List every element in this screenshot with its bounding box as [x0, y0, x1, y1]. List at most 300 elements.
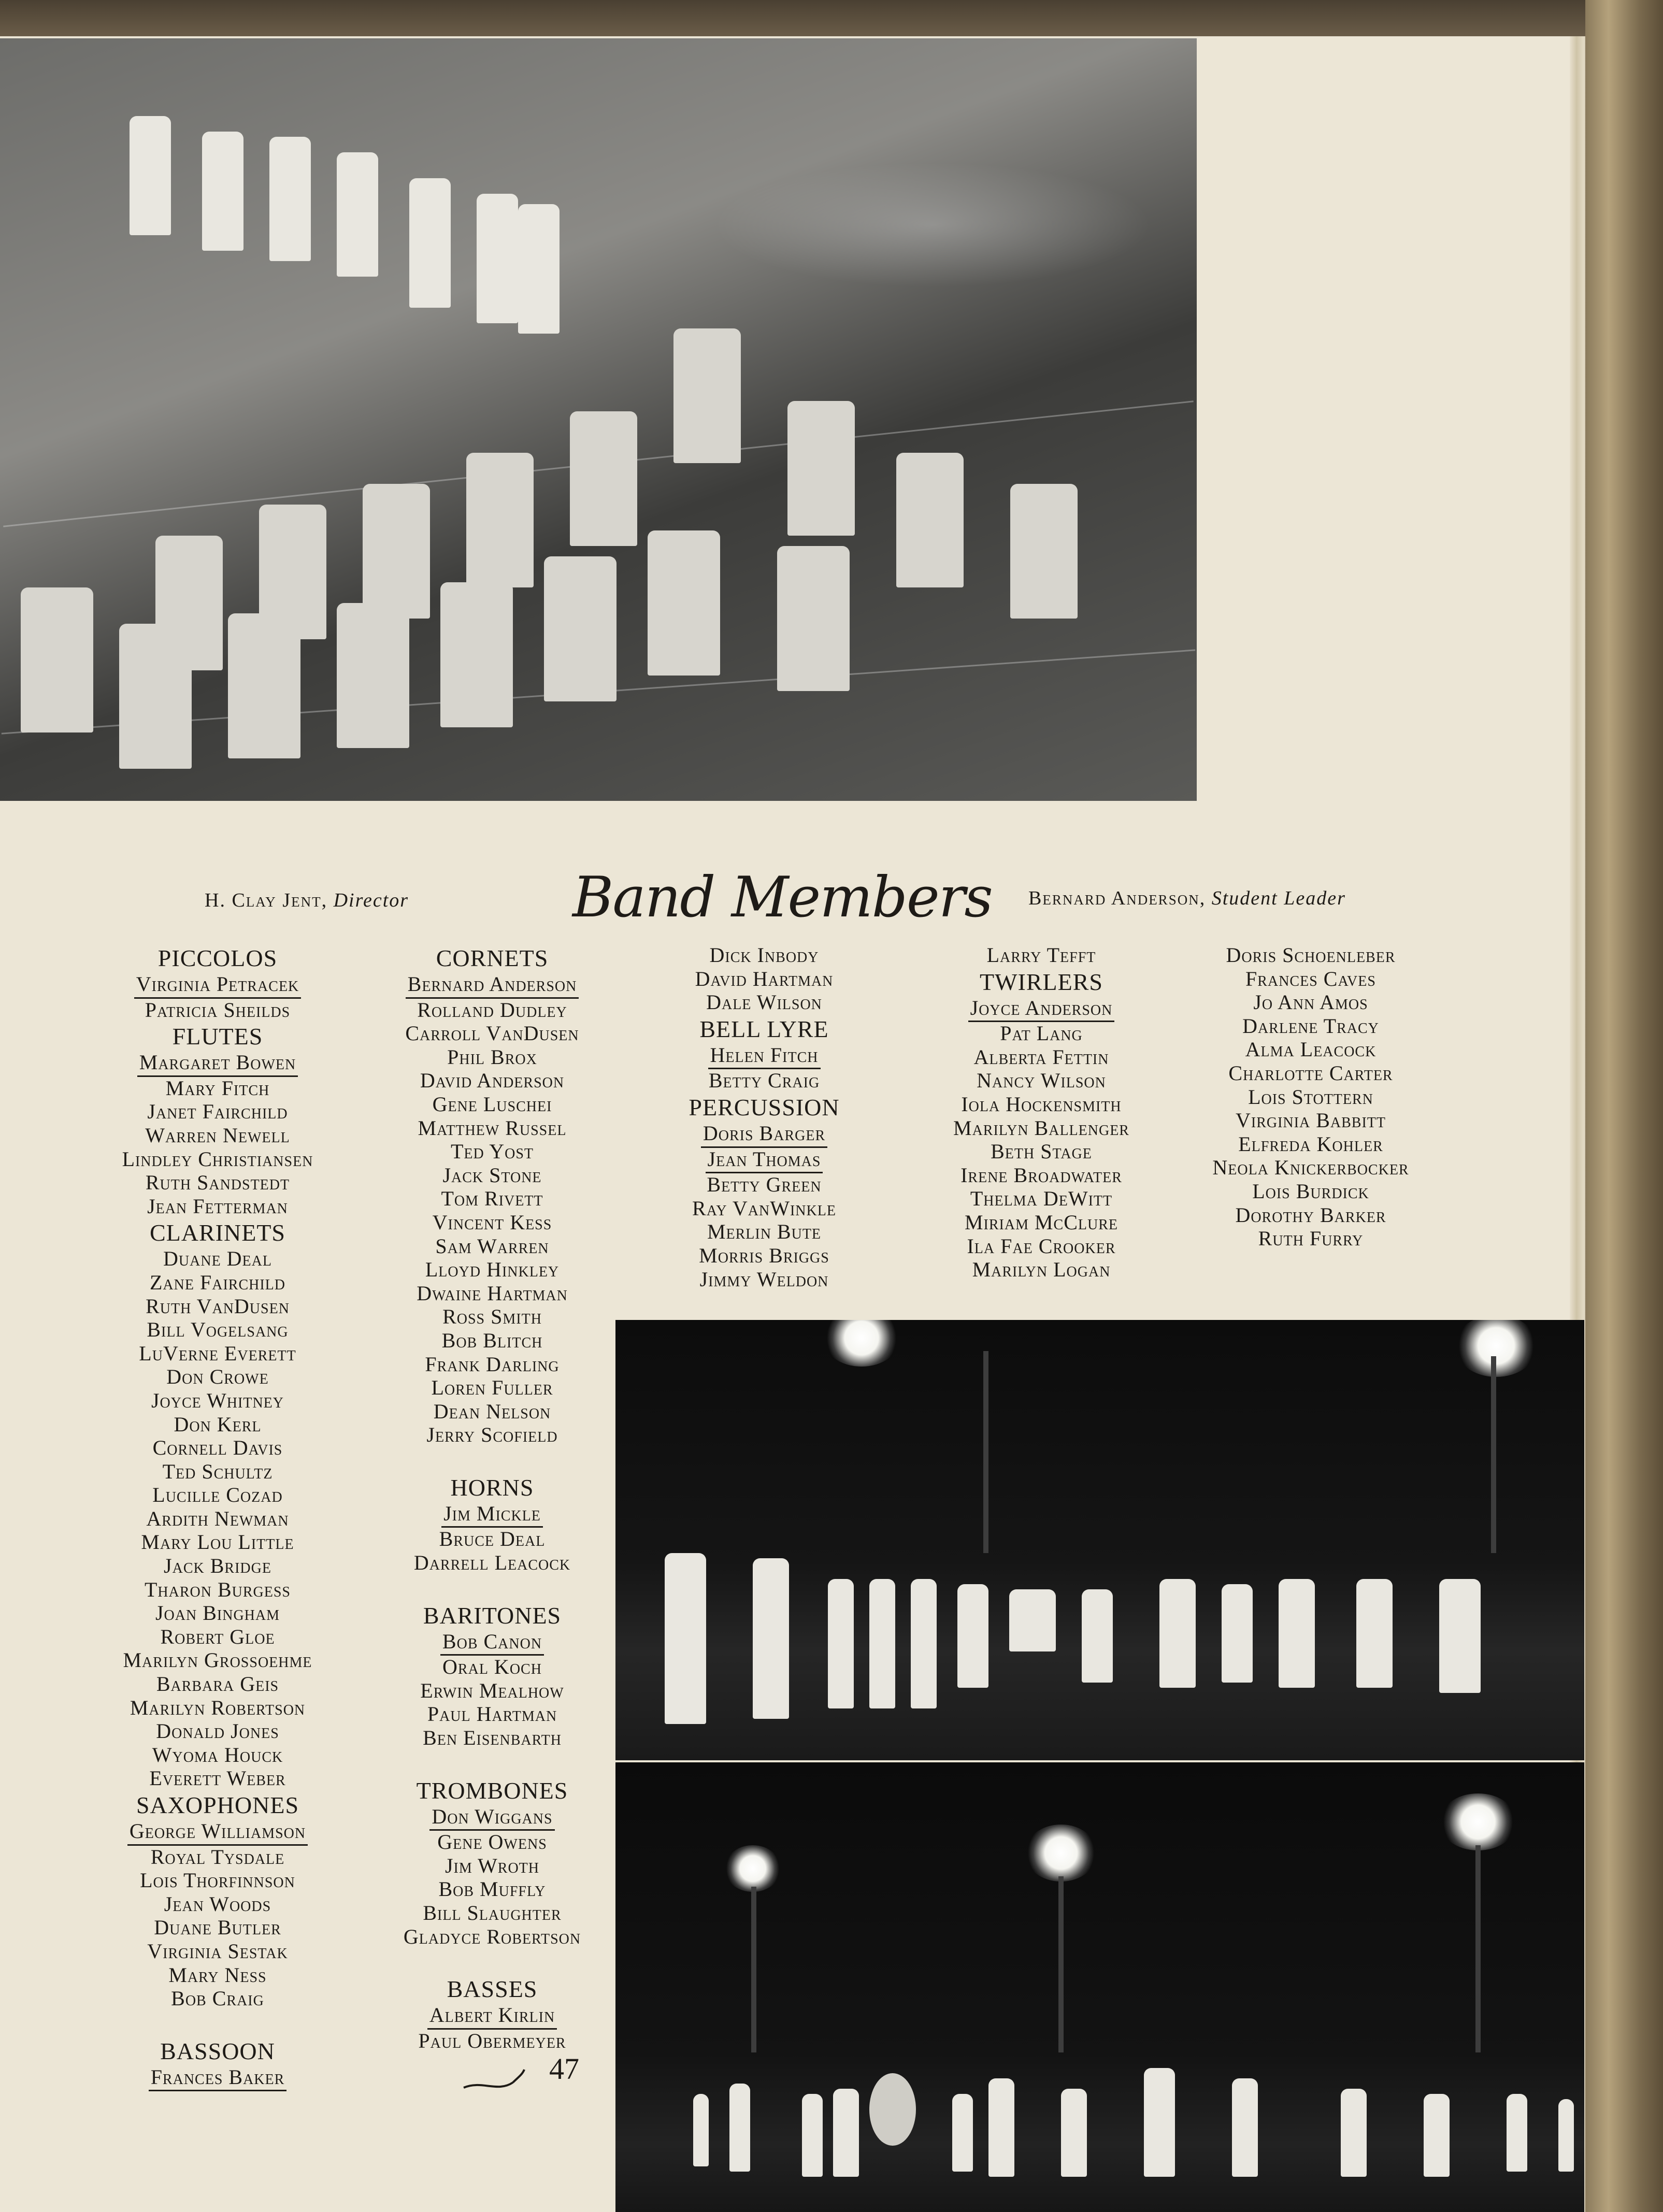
marching-figure [988, 2078, 1014, 2177]
member-row [650, 944, 878, 968]
member-name: Bob Canon [440, 1630, 544, 1656]
member-row [378, 1282, 606, 1306]
member-row [1186, 1180, 1435, 1204]
page-number: 47 [549, 2052, 579, 2086]
twirler-figure [337, 152, 378, 277]
member-row [1186, 1062, 1435, 1086]
member-row [104, 1318, 332, 1342]
member-name: Dale Wilson [706, 990, 822, 1014]
roster-section [378, 1750, 606, 1949]
member-name: Dwaine Hartman [417, 1281, 568, 1305]
seated-musician [896, 453, 964, 587]
twirler-figure [409, 178, 451, 308]
member-row [1186, 1086, 1435, 1110]
member-name: Lois Stottern [1248, 1085, 1373, 1109]
member-name: Don Kerl [174, 1412, 262, 1436]
member-name: Betty Craig [708, 1069, 820, 1093]
member-name: Elfreda Kohler [1238, 1132, 1383, 1156]
member-row [378, 1528, 606, 1552]
member-name: Barbara Geis [156, 1672, 279, 1696]
member-row [378, 1258, 606, 1282]
member-row [378, 1703, 606, 1727]
stadium-light [1455, 1320, 1538, 1377]
member-row [104, 1720, 332, 1744]
member-name: Jean Fetterman [147, 1194, 288, 1218]
member-name: Janet Fairchild [147, 1100, 288, 1124]
section-heading: CLARINETS [150, 1219, 285, 1246]
member-name: Doris Barger [701, 1122, 827, 1148]
seated-musician [777, 546, 850, 691]
member-name: Frances Baker [149, 2066, 287, 2092]
member-row [104, 1460, 332, 1484]
section-heading: TROMBONES [416, 1777, 568, 1804]
member-row [378, 1164, 606, 1188]
member-name: Don Crowe [166, 1365, 269, 1389]
roster-column-2 [378, 944, 606, 2053]
band-night-field-photo-2 [615, 1762, 1584, 2212]
member-row [104, 1916, 332, 1940]
roster-section [1186, 944, 1435, 1251]
member-row [104, 1649, 332, 1673]
member-row [378, 1353, 606, 1377]
twirler-figure [1439, 1579, 1481, 1693]
member-row [104, 1124, 332, 1148]
member-row [1186, 1015, 1435, 1039]
member-row [1186, 1133, 1435, 1157]
member-row [927, 1164, 1155, 1188]
member-name: Marilyn Logan [972, 1258, 1111, 1282]
member-row [927, 1211, 1155, 1235]
twirler-figure [202, 132, 243, 251]
folio-ornament [461, 2064, 554, 2101]
member-row [927, 1022, 1155, 1046]
member-row [104, 1342, 332, 1366]
twirler-figure [130, 116, 171, 235]
section-gap [378, 1575, 606, 1601]
member-name: Virginia Sestak [147, 1939, 288, 1963]
book-top-edge [0, 0, 1663, 36]
section-heading: TWIRLERS [980, 968, 1103, 995]
seated-musician [570, 411, 637, 546]
member-name: Phil Brox [447, 1045, 537, 1069]
member-row [927, 1093, 1155, 1117]
member-row [927, 1140, 1155, 1164]
twirler-figure [477, 194, 518, 323]
member-name: Frank Darling [425, 1352, 560, 1376]
member-name: Margaret Bowen [137, 1051, 298, 1077]
member-name: Marilyn Grossoehme [123, 1648, 312, 1672]
member-row [104, 1869, 332, 1893]
member-name: Oral Koch [442, 1655, 542, 1679]
member-name: Alberta Fettin [973, 1045, 1109, 1069]
member-name: Lucille Cozad [152, 1483, 283, 1507]
member-row [378, 1656, 606, 1679]
roster-section [378, 1575, 606, 1750]
marching-figure [911, 1579, 937, 1708]
member-name: Everett Weber [149, 1766, 286, 1790]
member-name: Virginia Petracek [134, 973, 302, 999]
member-name: Ted Schultz [162, 1459, 273, 1483]
member-name: Lois Thorfinnson [140, 1869, 295, 1892]
member-row [104, 1964, 332, 1988]
member-name: Jo Ann Amos [1253, 990, 1368, 1014]
roster-section [378, 944, 606, 1447]
member-name: Carroll VanDusen [405, 1022, 579, 1045]
member-name: Jean Thomas [706, 1148, 823, 1174]
section-heading: HORNS [450, 1474, 534, 1501]
member-name: Morris Briggs [699, 1243, 829, 1267]
director-role: Director [333, 889, 409, 911]
member-name: Frances Caves [1245, 967, 1376, 990]
section-heading: BELL LYRE [699, 1015, 829, 1042]
seated-musician [363, 484, 430, 619]
member-row [378, 2030, 606, 2053]
member-name: Helen Fitch [708, 1044, 821, 1070]
marching-figure [952, 2094, 973, 2172]
member-row [378, 1187, 606, 1211]
member-name: Darrell Leacock [413, 1551, 571, 1575]
member-row [378, 1329, 606, 1353]
member-name: Joyce Anderson [968, 997, 1115, 1023]
roster-column-4 [927, 944, 1155, 1282]
member-name: Donald Jones [156, 1719, 279, 1743]
member-name: Ben Eisenbarth [423, 1726, 562, 1750]
section-gap [378, 1949, 606, 1975]
member-row [1186, 1156, 1435, 1180]
member-name: Nancy Wilson [977, 1069, 1106, 1093]
member-name: Bob Blitch [441, 1328, 543, 1352]
member-row [378, 1400, 606, 1424]
member-name: Charlotte Carter [1228, 1061, 1393, 1085]
member-name: Larry Tefft [986, 943, 1096, 967]
twirler-figure [269, 137, 311, 261]
member-row [104, 1437, 332, 1460]
member-row [104, 1484, 332, 1507]
member-row [378, 1805, 606, 1831]
member-name: David Hartman [695, 967, 834, 990]
member-row [1186, 944, 1435, 968]
member-row [104, 1100, 332, 1124]
marching-figure [802, 2094, 823, 2177]
member-row [650, 1197, 878, 1221]
section-heading: SAXOPHONES [136, 1792, 299, 1818]
member-row [650, 968, 878, 992]
member-name: Paul Hartman [427, 1702, 557, 1726]
leader-role: Student Leader [1211, 887, 1346, 909]
member-name: Miriam McClure [964, 1210, 1119, 1234]
twirler-figure [518, 204, 560, 334]
twirler-figure [1279, 1579, 1315, 1688]
twirler-figure [1222, 1584, 1253, 1683]
section-heading: FLUTES [172, 1023, 263, 1050]
seated-musician [440, 582, 513, 727]
member-name: Cornell Davis [152, 1436, 283, 1460]
member-row [650, 991, 878, 1015]
member-name: Bill Slaughter [423, 1901, 562, 1924]
marching-figure [1507, 2094, 1527, 2172]
seated-musician [228, 613, 300, 758]
member-name: Doris Schoenleber [1226, 943, 1396, 967]
member-name: Loren Fuller [431, 1376, 553, 1400]
member-name: Patricia Sheilds [145, 998, 291, 1022]
seated-musician [337, 603, 409, 748]
member-row [104, 1247, 332, 1271]
member-row [378, 1502, 606, 1528]
member-row [378, 1069, 606, 1093]
member-name: Bob Craig [171, 1987, 264, 2010]
member-name: Jimmy Weldon [699, 1267, 829, 1291]
seated-musician [648, 530, 720, 676]
stadium-light [724, 1845, 781, 1892]
roster-column-1 [104, 944, 332, 2091]
member-name: Beth Stage [991, 1140, 1092, 1164]
roster-section [927, 944, 1155, 968]
roster-section [378, 1949, 606, 2053]
light-pole [751, 1887, 756, 2052]
section-heading: CORNETS [436, 945, 549, 971]
member-name: Bernard Anderson [406, 973, 579, 999]
member-row [104, 1744, 332, 1768]
marching-figure [665, 1553, 706, 1724]
roster-section [104, 2011, 332, 2092]
member-name: Bruce Deal [439, 1527, 546, 1551]
bass-drum [869, 2073, 916, 2146]
member-name: Jack Stone [442, 1163, 542, 1187]
member-name: Jim Wroth [445, 1854, 540, 1877]
member-name: Erwin Mealhow [420, 1678, 564, 1702]
member-row [104, 1987, 332, 2011]
twirler-figure [1356, 1579, 1393, 1688]
seated-musician [787, 401, 855, 536]
member-row [104, 1531, 332, 1555]
member-name: Tom Rivett [441, 1187, 543, 1211]
light-pole [1058, 1876, 1064, 2052]
member-name: Matthew Russel [418, 1116, 567, 1140]
member-name: Betty Green [707, 1173, 822, 1197]
marching-figure [1144, 2068, 1175, 2177]
member-name: Lindley Christiansen [122, 1147, 313, 1171]
member-row [104, 1389, 332, 1413]
member-row [104, 999, 332, 1023]
member-name: Lois Burdick [1252, 1179, 1369, 1203]
member-name: LuVerne Everett [139, 1341, 296, 1365]
roster-section [650, 944, 878, 1015]
page-title: Band Members [572, 865, 992, 930]
member-row [104, 1893, 332, 1917]
roster-column-3 [650, 944, 878, 1291]
member-row [104, 1940, 332, 1964]
member-name: Ted Yost [450, 1140, 534, 1164]
member-name: Sam Warren [435, 1234, 549, 1258]
member-row [104, 1626, 332, 1649]
member-row [650, 1069, 878, 1093]
member-row [104, 1051, 332, 1077]
member-name: Dick Inbody [709, 943, 819, 967]
roster-section [104, 1791, 332, 2011]
member-row [650, 1173, 878, 1197]
member-row [104, 1846, 332, 1870]
light-pole [1475, 1845, 1481, 2052]
section-heading: BASSOON [160, 2037, 275, 2064]
member-row [104, 1602, 332, 1626]
member-name: George Williamson [127, 1820, 308, 1846]
member-row [378, 973, 606, 999]
member-name: Albert Kirlin [427, 2004, 557, 2030]
member-row [104, 1195, 332, 1219]
member-name: Ray VanWinkle [692, 1196, 836, 1220]
member-row [104, 1171, 332, 1195]
marching-figure [1341, 2089, 1367, 2177]
member-row [927, 1258, 1155, 1282]
member-name: Joyce Whitney [151, 1388, 284, 1412]
marching-figure [1061, 2089, 1087, 2177]
member-row [1186, 1204, 1435, 1228]
member-row [927, 1069, 1155, 1093]
member-row [378, 1902, 606, 1926]
section-gap [378, 1447, 606, 1473]
member-row [104, 1820, 332, 1846]
band-night-field-photo-1 [615, 1320, 1584, 1760]
member-row [378, 1926, 606, 1949]
member-row [650, 1148, 878, 1174]
marching-figure [869, 1579, 895, 1708]
member-name: Jack Bridge [164, 1554, 271, 1578]
member-name: Irene Broadwater [960, 1163, 1122, 1187]
member-name: Paul Obermeyer [418, 2029, 566, 2052]
member-row [1186, 1227, 1435, 1251]
member-name: Merlin Bute [707, 1220, 822, 1244]
member-name: Mary Lou Little [141, 1530, 294, 1554]
member-name: Jean Woods [164, 1892, 271, 1916]
section-heading: PERCUSSION [689, 1094, 840, 1121]
member-row [650, 1268, 878, 1292]
member-row [104, 1555, 332, 1578]
member-name: Jim Mickle [441, 1502, 543, 1528]
member-name: Vincent Kess [432, 1210, 552, 1234]
member-row [378, 1376, 606, 1400]
member-row [378, 1211, 606, 1235]
twirler-figure [1082, 1589, 1113, 1683]
light-pole [1491, 1356, 1496, 1553]
member-name: Lloyd Hinkley [425, 1258, 560, 1282]
roster-section [927, 968, 1155, 1282]
roster-column-5 [1186, 944, 1435, 1251]
member-row [378, 1855, 606, 1878]
member-row [378, 1235, 606, 1259]
member-row [378, 1046, 606, 1070]
member-name: Iola Hockensmith [961, 1092, 1122, 1116]
student-leader-credit [1028, 887, 1346, 910]
member-row [104, 1673, 332, 1697]
member-row [650, 1220, 878, 1244]
member-row [927, 1046, 1155, 1070]
member-row [378, 1093, 606, 1117]
marching-figure [729, 2084, 750, 2172]
member-name: Thelma DeWitt [970, 1187, 1113, 1211]
member-row [104, 973, 332, 999]
book-binding [1585, 0, 1663, 2212]
member-name: Don Wiggans [429, 1805, 554, 1831]
member-row [378, 1878, 606, 1902]
roster-section [104, 1022, 332, 1218]
member-row [378, 1630, 606, 1656]
section-heading: PICCOLOS [157, 945, 278, 971]
member-name: Wyoma Houck [152, 1743, 283, 1766]
member-name: Ardith Newman [146, 1506, 289, 1530]
member-row [104, 1366, 332, 1389]
member-row [927, 1235, 1155, 1259]
member-row [104, 1767, 332, 1791]
member-name: Ila Fae Crooker [967, 1234, 1116, 1258]
member-row [378, 1305, 606, 1329]
member-name: Rolland Dudley [417, 998, 567, 1022]
member-row [104, 1697, 332, 1720]
member-row [1186, 1109, 1435, 1133]
member-row [650, 1122, 878, 1148]
member-name: Darlene Tracy [1242, 1014, 1379, 1038]
marching-figure [753, 1558, 789, 1719]
seated-musician [21, 587, 93, 732]
member-name: Alma Leacock [1245, 1038, 1377, 1061]
roster-section [104, 944, 332, 1022]
member-row [650, 1244, 878, 1268]
section-gap [378, 1750, 606, 1776]
member-row [104, 1413, 332, 1437]
member-row [378, 1117, 606, 1141]
member-row [1186, 991, 1435, 1015]
member-name: Neola Knickerbocker [1212, 1156, 1409, 1180]
member-name: Ruth VanDusen [146, 1294, 290, 1318]
marching-figure [833, 2089, 859, 2177]
director-name: H. Clay Jent, [205, 889, 328, 911]
member-name: Jerry Scofield [426, 1423, 558, 1447]
roster-section [104, 1218, 332, 1791]
seated-musician [1010, 484, 1078, 619]
member-row [927, 1117, 1155, 1141]
band-seated-photo [0, 38, 1197, 801]
member-row [1186, 968, 1435, 992]
roster-section [650, 1015, 878, 1093]
member-name: Pat Lang [1000, 1022, 1083, 1045]
seated-musician [673, 328, 741, 463]
member-row [104, 1507, 332, 1531]
member-name: Robert Gloe [160, 1625, 275, 1648]
marching-figure [693, 2094, 709, 2166]
leader-name: Bernard Anderson, [1028, 887, 1206, 909]
member-row [378, 2004, 606, 2030]
roster-section [378, 1447, 606, 1575]
member-row [104, 1271, 332, 1295]
member-name: Ross Smith [442, 1305, 542, 1329]
marching-figure [957, 1584, 988, 1688]
member-name: Royal Tysdale [150, 1845, 285, 1869]
stadium-light [1025, 1825, 1097, 1881]
member-row [104, 1077, 332, 1101]
member-row [378, 1679, 606, 1703]
marching-figure [1232, 2078, 1258, 2177]
director-credit [205, 889, 409, 912]
member-row [104, 2066, 332, 2092]
member-name: Joan Bingham [155, 1601, 280, 1625]
member-name: Dorothy Barker [1235, 1203, 1386, 1227]
marching-figure [1424, 2094, 1450, 2177]
member-name: Ruth Sandstedt [145, 1171, 290, 1195]
marching-figure [828, 1579, 854, 1708]
member-name: Marilyn Robertson [130, 1696, 306, 1719]
stadium-light [1439, 1793, 1517, 1850]
member-row [378, 1831, 606, 1855]
twirler-figure [1159, 1579, 1196, 1688]
